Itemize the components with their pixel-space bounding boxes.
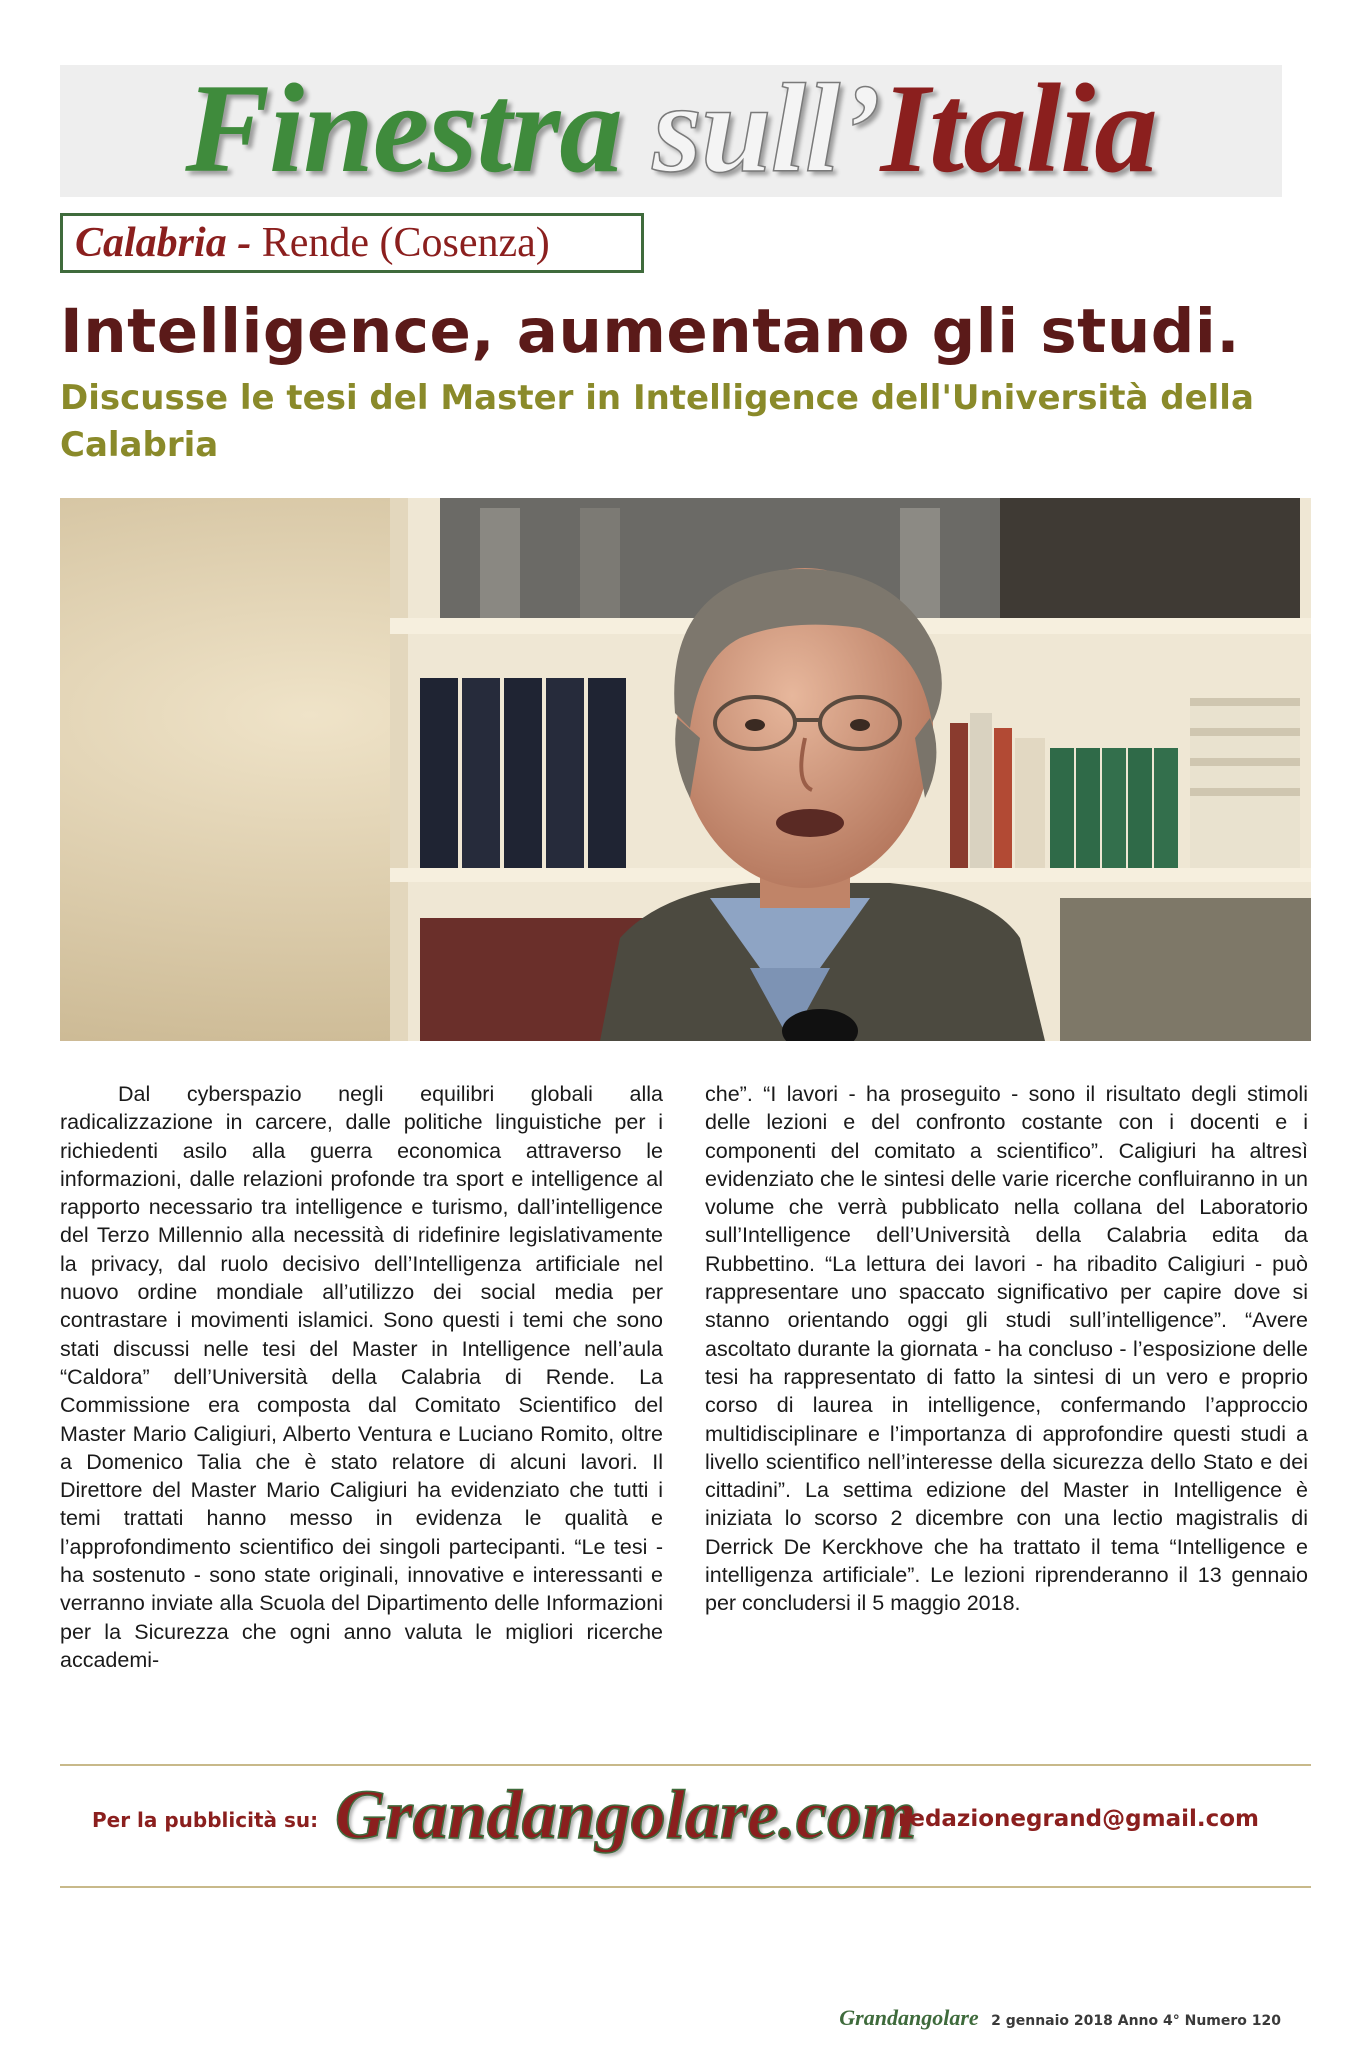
article-column-right	[705, 1080, 1308, 1618]
footer-publication: Grandangolare	[839, 2005, 979, 2030]
advert-email-link[interactable]: redazionegrand@gmail.com	[898, 1806, 1259, 1832]
article-headline: Intelligence, aumentano gli studi.	[60, 296, 1240, 367]
article-subheadline: Discusse le tesi del Master in Intelligence dell'Università della Calabria	[60, 378, 1254, 465]
footer-issue-info: 2 gennaio 2018 Anno 4° Numero 120	[991, 2013, 1281, 2029]
article-paragraph: che”. “I lavori - ha proseguito - sono il risultato degli stimoli delle lezioni e del confronto costante con i docenti e i componenti del comitato a scientifico”. Caligiuri ha altresì evidenziato che le sintesi delle varie ricerche confluiranno in un volume che verrà pubblicato nella collana del Laboratorio sull’Intelligence dell’Università della Calabria edita da Rubbettino. “La lettura dei lavori - ha ribadito Caligiuri - può rappresentare uno spaccato significativo per capire dove si stanno orientando oggi gli studi sull’intelligence”. “Avere ascoltato durante la giornata - ha concluso - l’esposizione delle tesi ha rappresentato di fatto la sintesi di un vero e proprio corso di laurea in intelligence, confermando l’approccio multidisciplinare e l’importanza di approfondire questi studi a livello scientifico nell’interesse della sicurezza dello Stato e dei cittadini”. La settima edizione del Master in Intelligence è iniziata lo scorso 2 dicembre con una lectio magistralis di Derrick De Kerckhove che ha trattato il tema “Intelligence e intelligenza artificiale”. Le lezioni riprenderanno il 13 gennaio per concludersi il 5 maggio 2018.	[705, 1082, 1308, 1616]
divider-bottom	[60, 1886, 1311, 1888]
masthead-word-sull: sull’	[652, 59, 881, 199]
advert-label: Per la pubblicità su:	[92, 1808, 319, 1832]
location-region: Calabria -	[75, 220, 252, 266]
divider-top	[60, 1764, 1311, 1766]
masthead-title	[60, 59, 1282, 199]
page-footer	[839, 2005, 1281, 2031]
masthead-word-italia: Italia	[880, 59, 1157, 199]
article-body	[60, 1080, 1311, 1740]
photo-illustration	[60, 498, 1311, 1041]
masthead-banner	[60, 59, 1282, 199]
masthead-word-finestra: Finestra	[185, 59, 622, 199]
advert-site-logo[interactable]: Grandangolare.com	[335, 1777, 917, 1854]
article-photo	[60, 498, 1311, 1041]
location-city: Rende (Cosenza)	[261, 220, 550, 266]
article-column-left	[60, 1080, 663, 1674]
location-tag	[60, 213, 644, 273]
article-paragraph: Dal cyberspazio negli equilibri globali alla radicalizzazione in carcere, dalle politiche linguistiche per i richiedenti asilo alla guerra economica attraverso le informazioni, dalle relazioni profonde tra sport e intelligence al rapporto necessario tra intelligence e turismo, dall’intelligence del Terzo Millennio alla necessità di ridefinire legislativamente la privacy, dal ruolo decisivo dell’Intelligenza artificiale nel nuovo ordine mondiale all’utilizzo dei social media per contrastare i movimenti islamici. Sono questi i temi che sono stati discussi nelle tesi del Master in Intelligence nell’aula “Caldora” dell’Università della Calabria di Rende. La Commissione era composta dal Comitato Scientifico del Master Mario Caligiuri, Alberto Ventura e Luciano Romito, oltre a Domenico Talia che è stato relatore di alcuni lavori. Il Direttore del Master Mario Caligiuri ha evidenziato che tutti i temi trattati hanno messo in evidenza le qualità e l’approfondimento scientifico dei singoli partecipanti. “Le tesi - ha sostenuto - sono state originali, innovative e interessanti e verranno inviate alla Scuola del Dipartimento delle Informazioni per la Sicurezza che ogni anno valuta le migliori ricerche accademi-	[60, 1082, 663, 1672]
